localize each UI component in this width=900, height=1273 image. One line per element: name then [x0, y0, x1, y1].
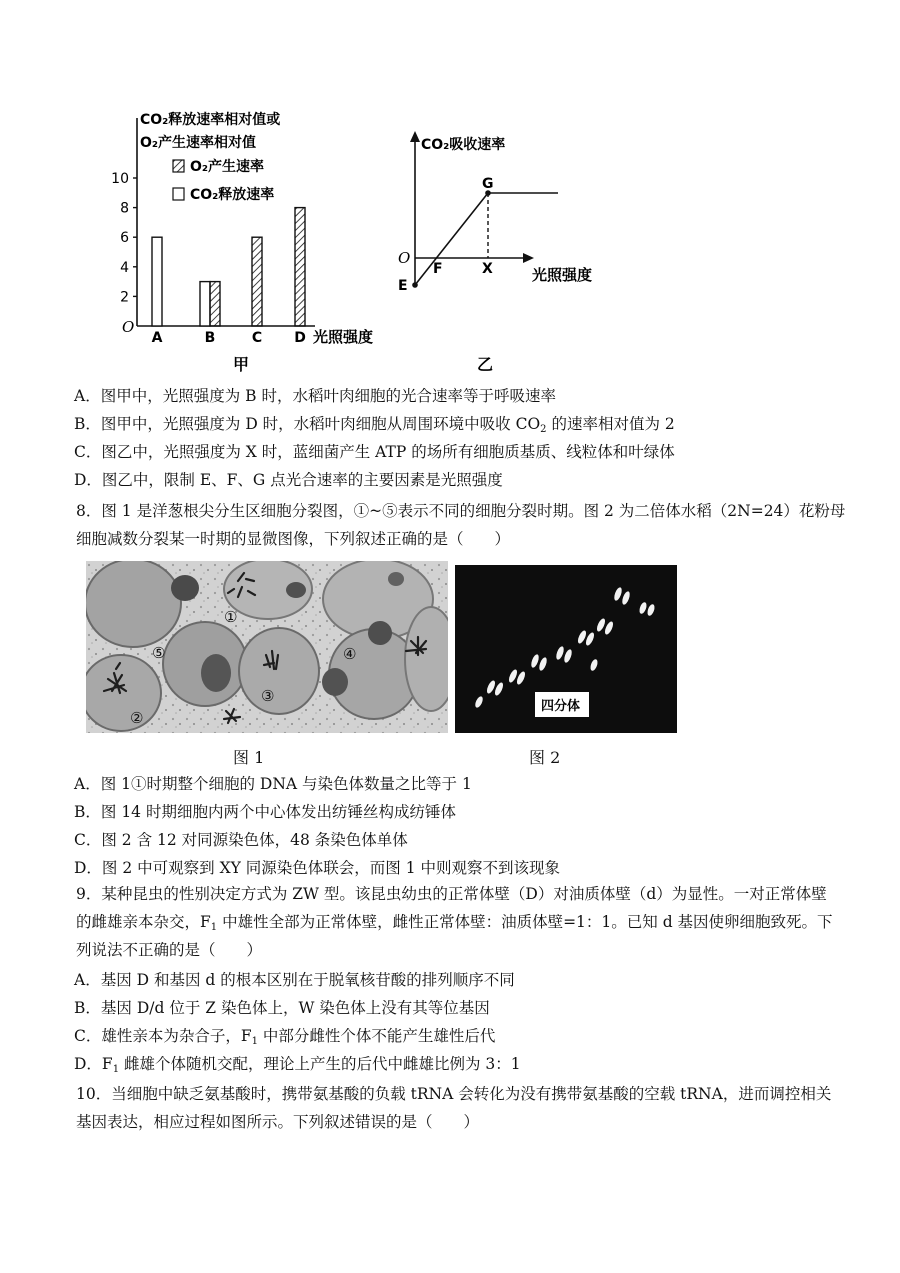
stage-label-3: ③ — [261, 687, 275, 705]
category-label-a: A — [151, 330, 163, 346]
stage-label-2: ② — [130, 709, 144, 727]
q7-option-d: D．图乙中，限制 E、F、G 点光合速率的主要因素是光照强度 — [74, 471, 503, 489]
x-axis-title: 光照强度 — [313, 328, 374, 346]
q8-stem-line2: 细胞减数分裂某一时期的显微图像，下列叙述正确的是（ ） — [76, 530, 511, 548]
q8-option-d: D．图 2 中可观察到 XY 同源染色体联会，而图 1 中则观察不到该现象 — [74, 859, 560, 877]
label-f: F — [433, 261, 443, 277]
q7-option-a: A．图甲中，光照强度为 B 时，水稻叶肉细胞的光合速率等于呼吸速率 — [74, 387, 556, 405]
bar-o2-c — [252, 237, 262, 326]
label-x: X — [482, 261, 493, 277]
category-label-d: D — [294, 330, 306, 346]
q9-stem-line2: 的雌雄亲本杂交，$F_1$ 中雄性全部为正常体壁，雌性正常体壁：油质体壁=1：1。已知 d 基因使卵细胞致死。下 — [76, 913, 833, 933]
y-tick-label: 10 — [111, 171, 129, 187]
q9-option-a: A．基因 D 和基因 d 的根本区别在于脱氧核苷酸的排列顺序不同 — [74, 971, 515, 989]
stage-label-5: ⑤ — [152, 644, 166, 662]
figure-1-caption: 图 1 — [233, 748, 265, 767]
y-tick-label: 4 — [120, 259, 129, 276]
q9-stem-line3: 列说法不正确的是（ ） — [76, 941, 263, 959]
legend — [173, 158, 274, 203]
q8-option-a: A．图 1①时期整个细胞的 DNA 与染色体数量之比等于 1 — [74, 775, 472, 793]
point-e — [412, 282, 418, 288]
q8-stem-line1: 8．图 1 是洋葱根尖分生区细胞分裂图，①~⑤表示不同的细胞分裂时期。图 2 为二倍体水稻（2N=24）花粉母 — [76, 502, 846, 520]
bar-o2-b — [210, 282, 220, 326]
x-axis-arrow — [523, 253, 534, 263]
y-tick-label: 6 — [120, 230, 129, 247]
y-tick-label: 2 — [120, 289, 129, 306]
legend-o2-swatch — [173, 160, 184, 172]
y-axis-arrow — [410, 131, 420, 142]
figure-yi-caption: 乙 — [477, 355, 494, 374]
label-e: E — [398, 278, 408, 294]
q10-stem-line2: 基因表达，相应过程如图所示。下列叙述错误的是（ ） — [76, 1113, 480, 1131]
bar-co2-a — [152, 237, 162, 326]
q9-stem-line1: 9．某种昆虫的性别决定方式为 ZW 型。该昆虫幼虫的正常体壁（D）对油质体壁（d）为显性。一对正常体壁 — [76, 885, 827, 903]
category-label-b: B — [204, 330, 216, 346]
y-tick-label: 8 — [120, 200, 129, 217]
bar-co2-b — [200, 282, 210, 326]
figure-jia-caption: 甲 — [233, 355, 250, 374]
figure-jia-bar-chart — [100, 100, 400, 375]
stage-label-4: ④ — [343, 645, 357, 663]
origin-label: O — [122, 318, 135, 336]
legend-co2-label: CO₂释放速率 — [190, 187, 275, 203]
legend-co2-swatch — [173, 188, 184, 200]
q9-option-d: D．$F_1$ 雌雄个体随机交配，理论上产生的后代中雌雄比例为 3：1 — [74, 1055, 521, 1075]
q8-option-b: B．图 14 时期细胞内两个中心体发出纺锤丝构成纺锤体 — [74, 803, 456, 821]
tetrad-label: 四分体 — [541, 699, 581, 714]
q9-option-b: B．基因 D/d 位于 Z 染色体上，W 染色体上没有其等位基因 — [74, 999, 490, 1017]
figure-2-micrograph — [455, 565, 677, 733]
figure-1-micrograph — [86, 561, 448, 733]
bar-o2-d — [295, 208, 305, 326]
y-axis-title-line1: CO₂释放速率相对值或 — [140, 112, 281, 128]
y-axis-title-line2: O₂产生速率相对值 — [140, 135, 257, 151]
x-axis-title: 光照强度 — [532, 266, 593, 284]
label-g: G — [482, 176, 494, 192]
figure-2-caption: 图 2 — [529, 748, 561, 767]
stage-label-1: ① — [224, 608, 238, 626]
figure-yi-line-graph — [390, 125, 620, 375]
category-label-c: C — [251, 330, 263, 346]
rising-line — [415, 193, 488, 285]
q7-option-c: C．图乙中，光照强度为 X 时，蓝细菌产生 ATP 的场所有细胞质基质、线粒体和叶绿体 — [74, 443, 675, 461]
label-o: O — [398, 249, 411, 267]
q7-option-b: B．图甲中，光照强度为 D 时，水稻叶肉细胞从周围环境中吸收 $CO_2$ 的速率相对值为 2 — [74, 415, 675, 435]
legend-o2-label: O₂产生速率 — [190, 159, 265, 175]
q10-stem-line1: 10．当细胞中缺乏氨基酸时，携带氨基酸的负载 tRNA 会转化为没有携带氨基酸的空载 tRNA，进而调控相关 — [76, 1085, 832, 1103]
y-axis-title: CO₂吸收速率 — [421, 137, 506, 153]
q9-option-c: C．雄性亲本为杂合子，$F_1$ 中部分雌性个体不能产生雄性后代 — [74, 1027, 496, 1047]
q8-option-c: C．图 2 含 12 对同源染色体，48 条染色体单体 — [74, 831, 408, 849]
